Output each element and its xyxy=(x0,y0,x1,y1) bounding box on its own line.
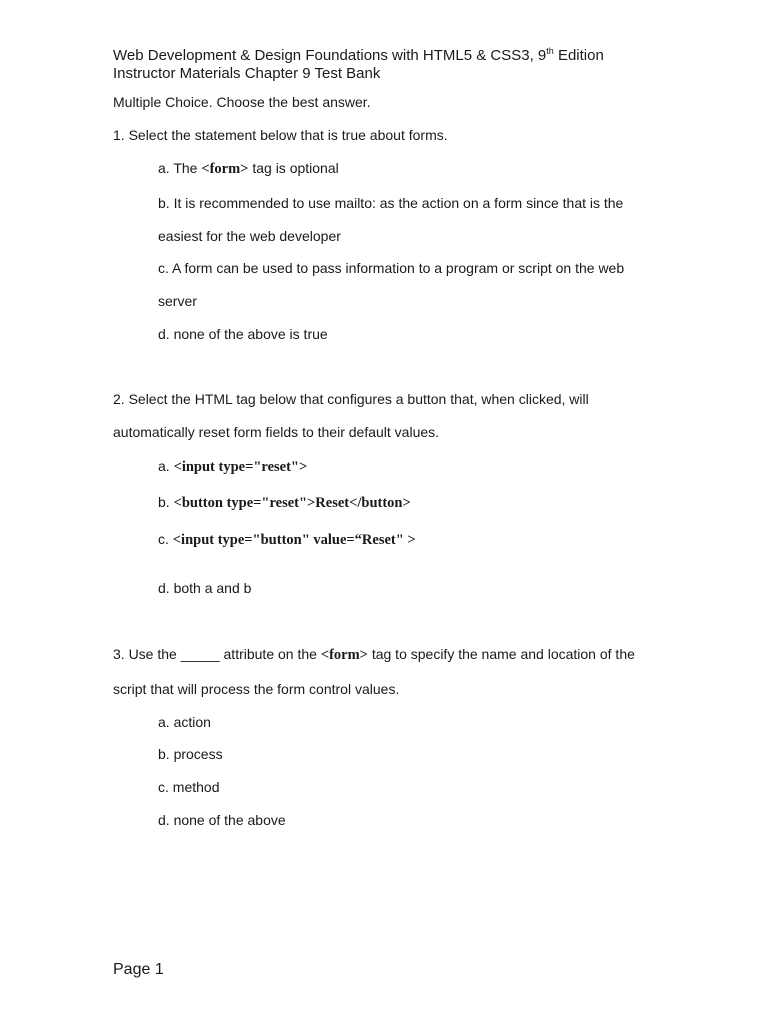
document-title xyxy=(113,47,604,65)
question-1-option-b-line1: b. It is recommended to use mailto: as the action on a form since that is the xyxy=(158,195,624,211)
stem-code: <form> xyxy=(320,647,368,663)
stem-prefix: 3. Use the _____ attribute on the xyxy=(113,646,321,662)
question-1-option-c-line1: c. A form can be used to pass information to a program or script on the web xyxy=(158,260,625,276)
question-2-option-d: d. both a and b xyxy=(158,580,252,596)
option-prefix: b. xyxy=(158,494,174,510)
question-1-option-c-line2: server xyxy=(158,293,197,309)
question-1-option-b-line2: easiest for the web developer xyxy=(158,228,341,244)
instructions: Multiple Choice. Choose the best answer. xyxy=(113,94,371,110)
question-3-option-a: a. action xyxy=(158,714,211,730)
option-prefix: a. The xyxy=(158,160,202,176)
question-1-option-a xyxy=(158,159,339,178)
option-code: <input type="button" value=“Reset" > xyxy=(172,532,416,548)
page-number: Page 1 xyxy=(113,961,164,978)
question-3-option-c: c. method xyxy=(158,779,220,795)
question-2-option-b xyxy=(158,493,411,512)
question-2-option-a xyxy=(158,457,307,476)
title-tail: Edition xyxy=(553,47,604,64)
question-2-option-c xyxy=(158,530,416,549)
option-code: <button type="reset">Reset</button> xyxy=(173,495,411,511)
question-3-stem-line2: script that will process the form control values. xyxy=(113,681,400,697)
question-2-stem-line1: 2. Select the HTML tag below that configures a button that, when clicked, will xyxy=(113,391,589,407)
document-subtitle: Instructor Materials Chapter 9 Test Bank xyxy=(113,65,381,82)
question-3-option-d: d. none of the above xyxy=(158,812,286,828)
stem-suffix: tag to specify the name and location of the xyxy=(367,646,635,662)
option-prefix: a. xyxy=(158,458,174,474)
question-2-stem-line2: automatically reset form fields to their default values. xyxy=(113,424,440,440)
question-1-stem: 1. Select the statement below that is true about forms. xyxy=(113,127,448,143)
option-prefix: c. xyxy=(158,531,173,547)
option-code: <form> xyxy=(201,161,249,177)
option-code: <input type="reset"> xyxy=(173,459,308,475)
title-superscript: th xyxy=(546,46,554,56)
question-3-option-b: b. process xyxy=(158,746,223,762)
option-suffix: tag is optional xyxy=(248,160,339,176)
title-main: Web Development & Design Foundations with HTML5 & CSS3, 9 xyxy=(113,47,547,64)
question-1-option-d: d. none of the above is true xyxy=(158,326,328,342)
question-3-stem-line1 xyxy=(113,645,635,664)
